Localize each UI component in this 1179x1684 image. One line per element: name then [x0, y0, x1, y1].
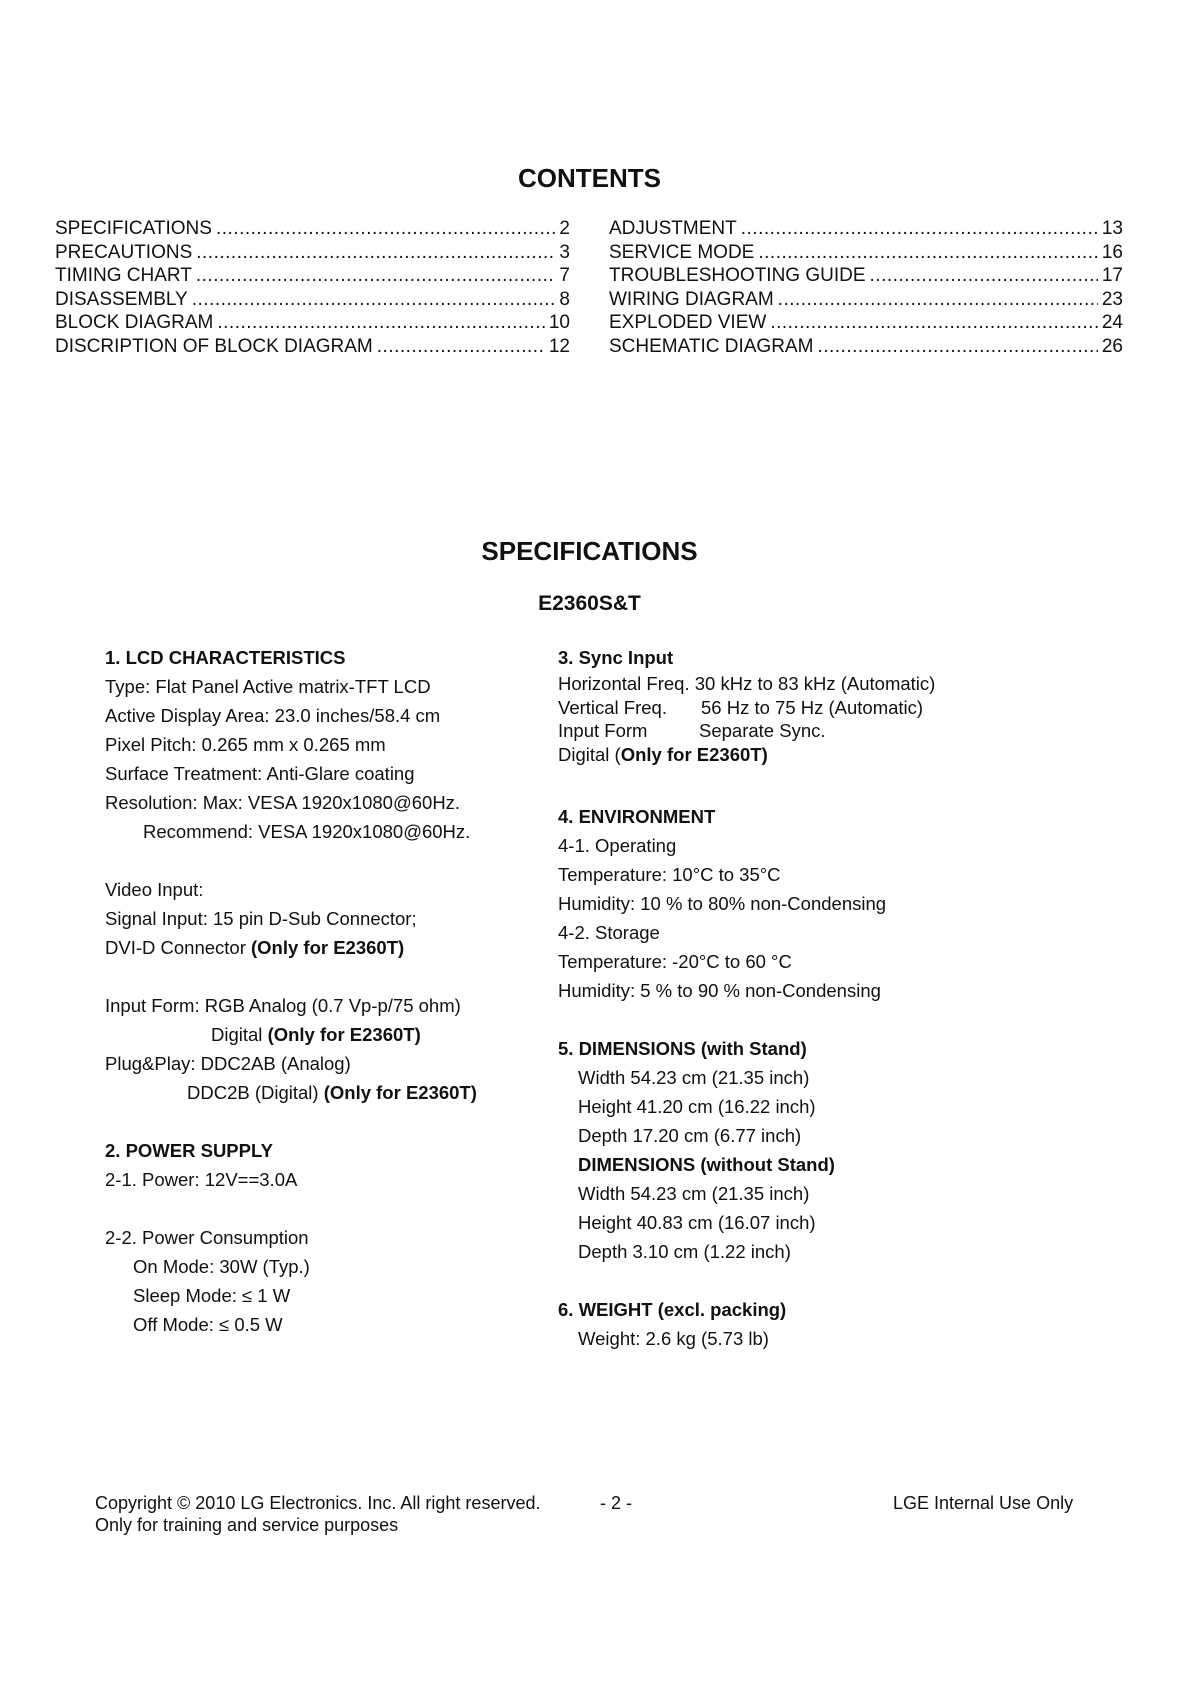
power-consumption-label: 2-2. Power Consumption	[105, 1227, 309, 1248]
weight-value: Weight: 2.6 kg (5.73 lb)	[578, 1328, 769, 1349]
sync-horizontal-freq: Horizontal Freq. 30 kHz to 83 kHz (Automatic)	[558, 673, 936, 694]
footer-page-number: - 2 -	[600, 1493, 633, 1513]
toc-entry[interactable]: SCHEMATIC DIAGRAM ..... 26	[609, 335, 1123, 359]
power-sleep-mode: Sleep Mode: ≤ 1 W	[133, 1285, 291, 1306]
lcd-pitch: Pixel Pitch: 0.265 mm x 0.265 mm	[105, 734, 386, 755]
video-input-label: Video Input:	[105, 879, 204, 900]
lcd-type: Type: Flat Panel Active matrix-TFT LCD	[105, 676, 431, 697]
power-off-mode: Off Mode: ≤ 0.5 W	[133, 1314, 283, 1335]
power-heading: 2. POWER SUPPLY	[105, 1140, 273, 1161]
sync-input-form: Input Form Separate Sync.	[558, 720, 826, 741]
spec-left-column	[105, 643, 555, 1339]
contents-title: CONTENTS	[518, 163, 661, 193]
dim-depth-stand: Depth 17.20 cm (6.77 inch)	[578, 1125, 802, 1146]
toc-entry[interactable]: BLOCK DIAGRAM ..... 10	[55, 311, 570, 335]
footer-purpose: Only for training and service purposes	[95, 1515, 399, 1535]
env-storage-temperature: Temperature: -20°C to 60 °C	[558, 951, 792, 972]
toc-entry[interactable]: WIRING DIAGRAM ..... 23	[609, 288, 1123, 312]
dimensions-no-stand-heading: DIMENSIONS (without Stand)	[578, 1154, 835, 1175]
footer-internal: LGE Internal Use Only	[893, 1493, 1074, 1513]
toc-right-column	[609, 217, 1123, 358]
toc-entry[interactable]: SPECIFICATIONS ..... 2	[55, 217, 570, 241]
spec-right-column	[558, 643, 1148, 1353]
dim-height-no-stand: Height 40.83 cm (16.07 inch)	[578, 1212, 816, 1233]
toc-entry[interactable]: DISCRIPTION OF BLOCK DIAGRAM ..... 12	[55, 335, 570, 359]
specifications-title: SPECIFICATIONS	[481, 536, 698, 566]
environment-heading: 4. ENVIRONMENT	[558, 806, 716, 827]
sync-vertical-freq: Vertical Freq. 56 Hz to 75 Hz (Automatic)	[558, 696, 924, 718]
dim-width-no-stand: Width 54.23 cm (21.35 inch)	[578, 1183, 810, 1204]
toc-entry[interactable]: PRECAUTIONS ..... 3	[55, 241, 570, 265]
lcd-resolution-max: Resolution: Max: VESA 1920x1080@60Hz.	[105, 792, 461, 813]
signal-input: Signal Input: 15 pin D-Sub Connector;	[105, 908, 417, 929]
env-storage-humidity: Humidity: 5 % to 90 % non-Condensing	[558, 980, 881, 1001]
plug-and-play: Plug&Play: DDC2AB (Analog)	[105, 1053, 351, 1074]
power-on-mode: On Mode: 30W (Typ.)	[133, 1256, 310, 1277]
sync-heading: 3. Sync Input	[558, 647, 674, 668]
lcd-area: Active Display Area: 23.0 inches/58.4 cm	[105, 705, 441, 726]
lcd-surface: Surface Treatment: Anti-Glare coating	[105, 763, 415, 784]
power-rating: 2-1. Power: 12V==3.0A	[105, 1169, 298, 1190]
toc-entry[interactable]: ADJUSTMENT ..... 13	[609, 217, 1123, 241]
weight-heading: 6. WEIGHT (excl. packing)	[558, 1299, 787, 1320]
dimensions-heading: 5. DIMENSIONS (with Stand)	[558, 1038, 807, 1059]
dim-height-stand: Height 41.20 cm (16.22 inch)	[578, 1096, 816, 1117]
env-operating-temperature: Temperature: 10°C to 35°C	[558, 864, 781, 885]
dim-depth-no-stand: Depth 3.10 cm (1.22 inch)	[578, 1241, 791, 1262]
lcd-heading: 1. LCD CHARACTERISTICS	[105, 647, 346, 668]
env-operating-humidity: Humidity: 10 % to 80% non-Condensing	[558, 893, 887, 914]
plug-and-play-digital: DDC2B (Digital) (Only for E2360T)	[187, 1082, 477, 1103]
toc-entry[interactable]: TIMING CHART ..... 7	[55, 264, 570, 288]
dvi-connector: DVI-D Connector (Only for E2360T)	[105, 937, 405, 958]
lcd-resolution-recommend: Recommend: VESA 1920x1080@60Hz.	[143, 821, 471, 842]
toc-entry[interactable]: TROUBLESHOOTING GUIDE ..... 17	[609, 264, 1123, 288]
input-form-digital: Digital (Only for E2360T)	[211, 1024, 421, 1045]
env-storage: 4-2. Storage	[558, 922, 660, 943]
sync-digital: Digital (Only for E2360T)	[558, 743, 768, 765]
env-operating: 4-1. Operating	[558, 835, 677, 856]
model-name: E2360S&T	[538, 592, 641, 615]
input-form: Input Form: RGB Analog (0.7 Vp-p/75 ohm)	[105, 995, 461, 1016]
toc-entry[interactable]: SERVICE MODE ..... 16	[609, 241, 1123, 265]
toc-entry[interactable]: DISASSEMBLY ..... 8	[55, 288, 570, 312]
toc-left-column	[55, 217, 570, 358]
toc-entry[interactable]: EXPLODED VIEW ..... 24	[609, 311, 1123, 335]
footer-copyright: Copyright © 2010 LG Electronics. Inc. All right reserved.	[95, 1493, 541, 1513]
dim-width-stand: Width 54.23 cm (21.35 inch)	[578, 1067, 810, 1088]
